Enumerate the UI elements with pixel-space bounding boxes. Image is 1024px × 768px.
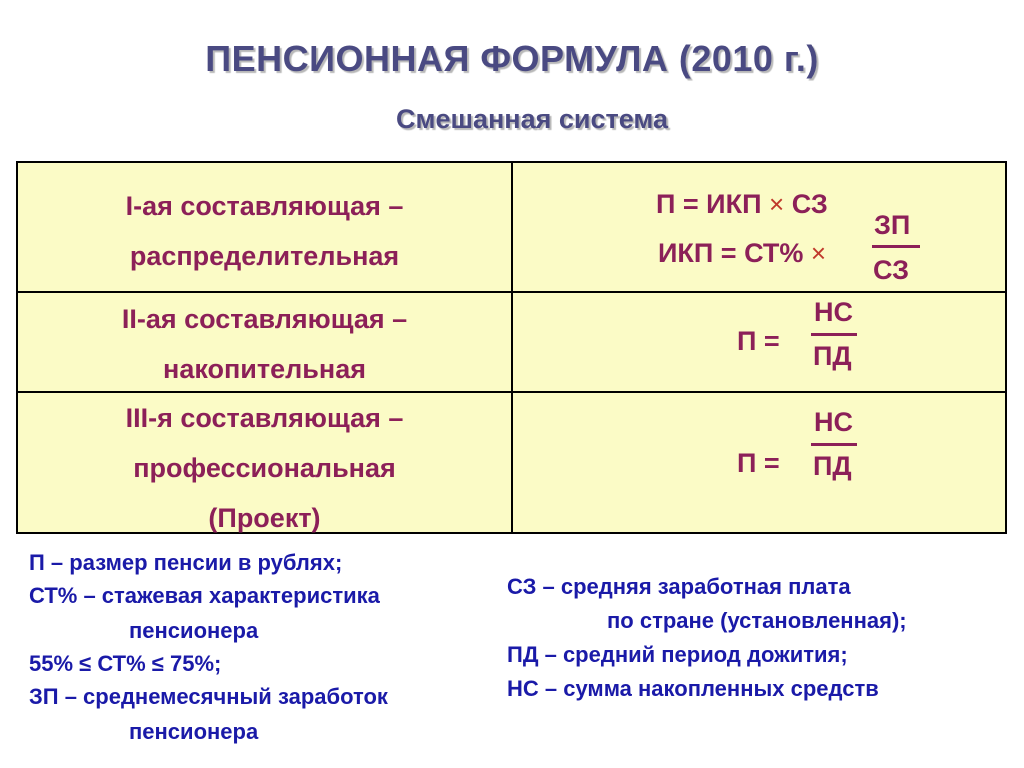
formula-lhs: П = ИКП [656, 189, 762, 219]
component-name-line: профессиональная [133, 453, 396, 483]
formula-lhs: П = [737, 326, 780, 356]
legend-line: по стране (установленная); [607, 608, 907, 633]
times-sign: × [810, 238, 827, 268]
formula-lhs: ИКП = СТ% [658, 238, 804, 268]
fraction-denominator: ПД [813, 341, 852, 371]
formula-factor: СЗ [791, 189, 828, 219]
component-name-line: накопительная [163, 354, 366, 384]
slide-subtitle: Смешанная система [395, 104, 669, 134]
fraction-denominator: ПД [813, 451, 852, 481]
times-sign: × [768, 189, 785, 219]
legend-line: пенсионера [129, 719, 259, 744]
fraction-numerator: НС [814, 407, 853, 437]
legend-line: П – размер пенсии в рублях; [29, 550, 343, 575]
legend-line: СЗ – средняя заработная плата [507, 574, 851, 599]
fraction-numerator: НС [814, 297, 853, 327]
fraction-denominator: СЗ [873, 255, 910, 285]
formula-lhs: П = [737, 448, 780, 478]
legend-line: СТ% – стажевая характеристика [29, 583, 380, 608]
component-name-line: II-ая составляющая – [121, 304, 408, 334]
component-name-line: I-ая составляющая – [125, 191, 404, 221]
component-name-line: III-я составляющая – [125, 403, 404, 433]
component-name-line: (Проект) [208, 503, 321, 533]
legend-line: НС – сумма накопленных средств [507, 676, 879, 701]
legend-line: ПД – средний период дожития; [507, 642, 848, 667]
legend-line: ЗП – среднемесячный заработок [29, 684, 388, 709]
legend-line: пенсионера [129, 618, 259, 643]
component-name-line: распределительная [129, 241, 400, 271]
slide-title: ПЕНСИОННАЯ ФОРМУЛА (2010 г.) [205, 38, 819, 79]
legend-line: 55% ≤ СТ% ≤ 75%; [29, 651, 222, 676]
fraction-numerator: ЗП [874, 210, 911, 240]
